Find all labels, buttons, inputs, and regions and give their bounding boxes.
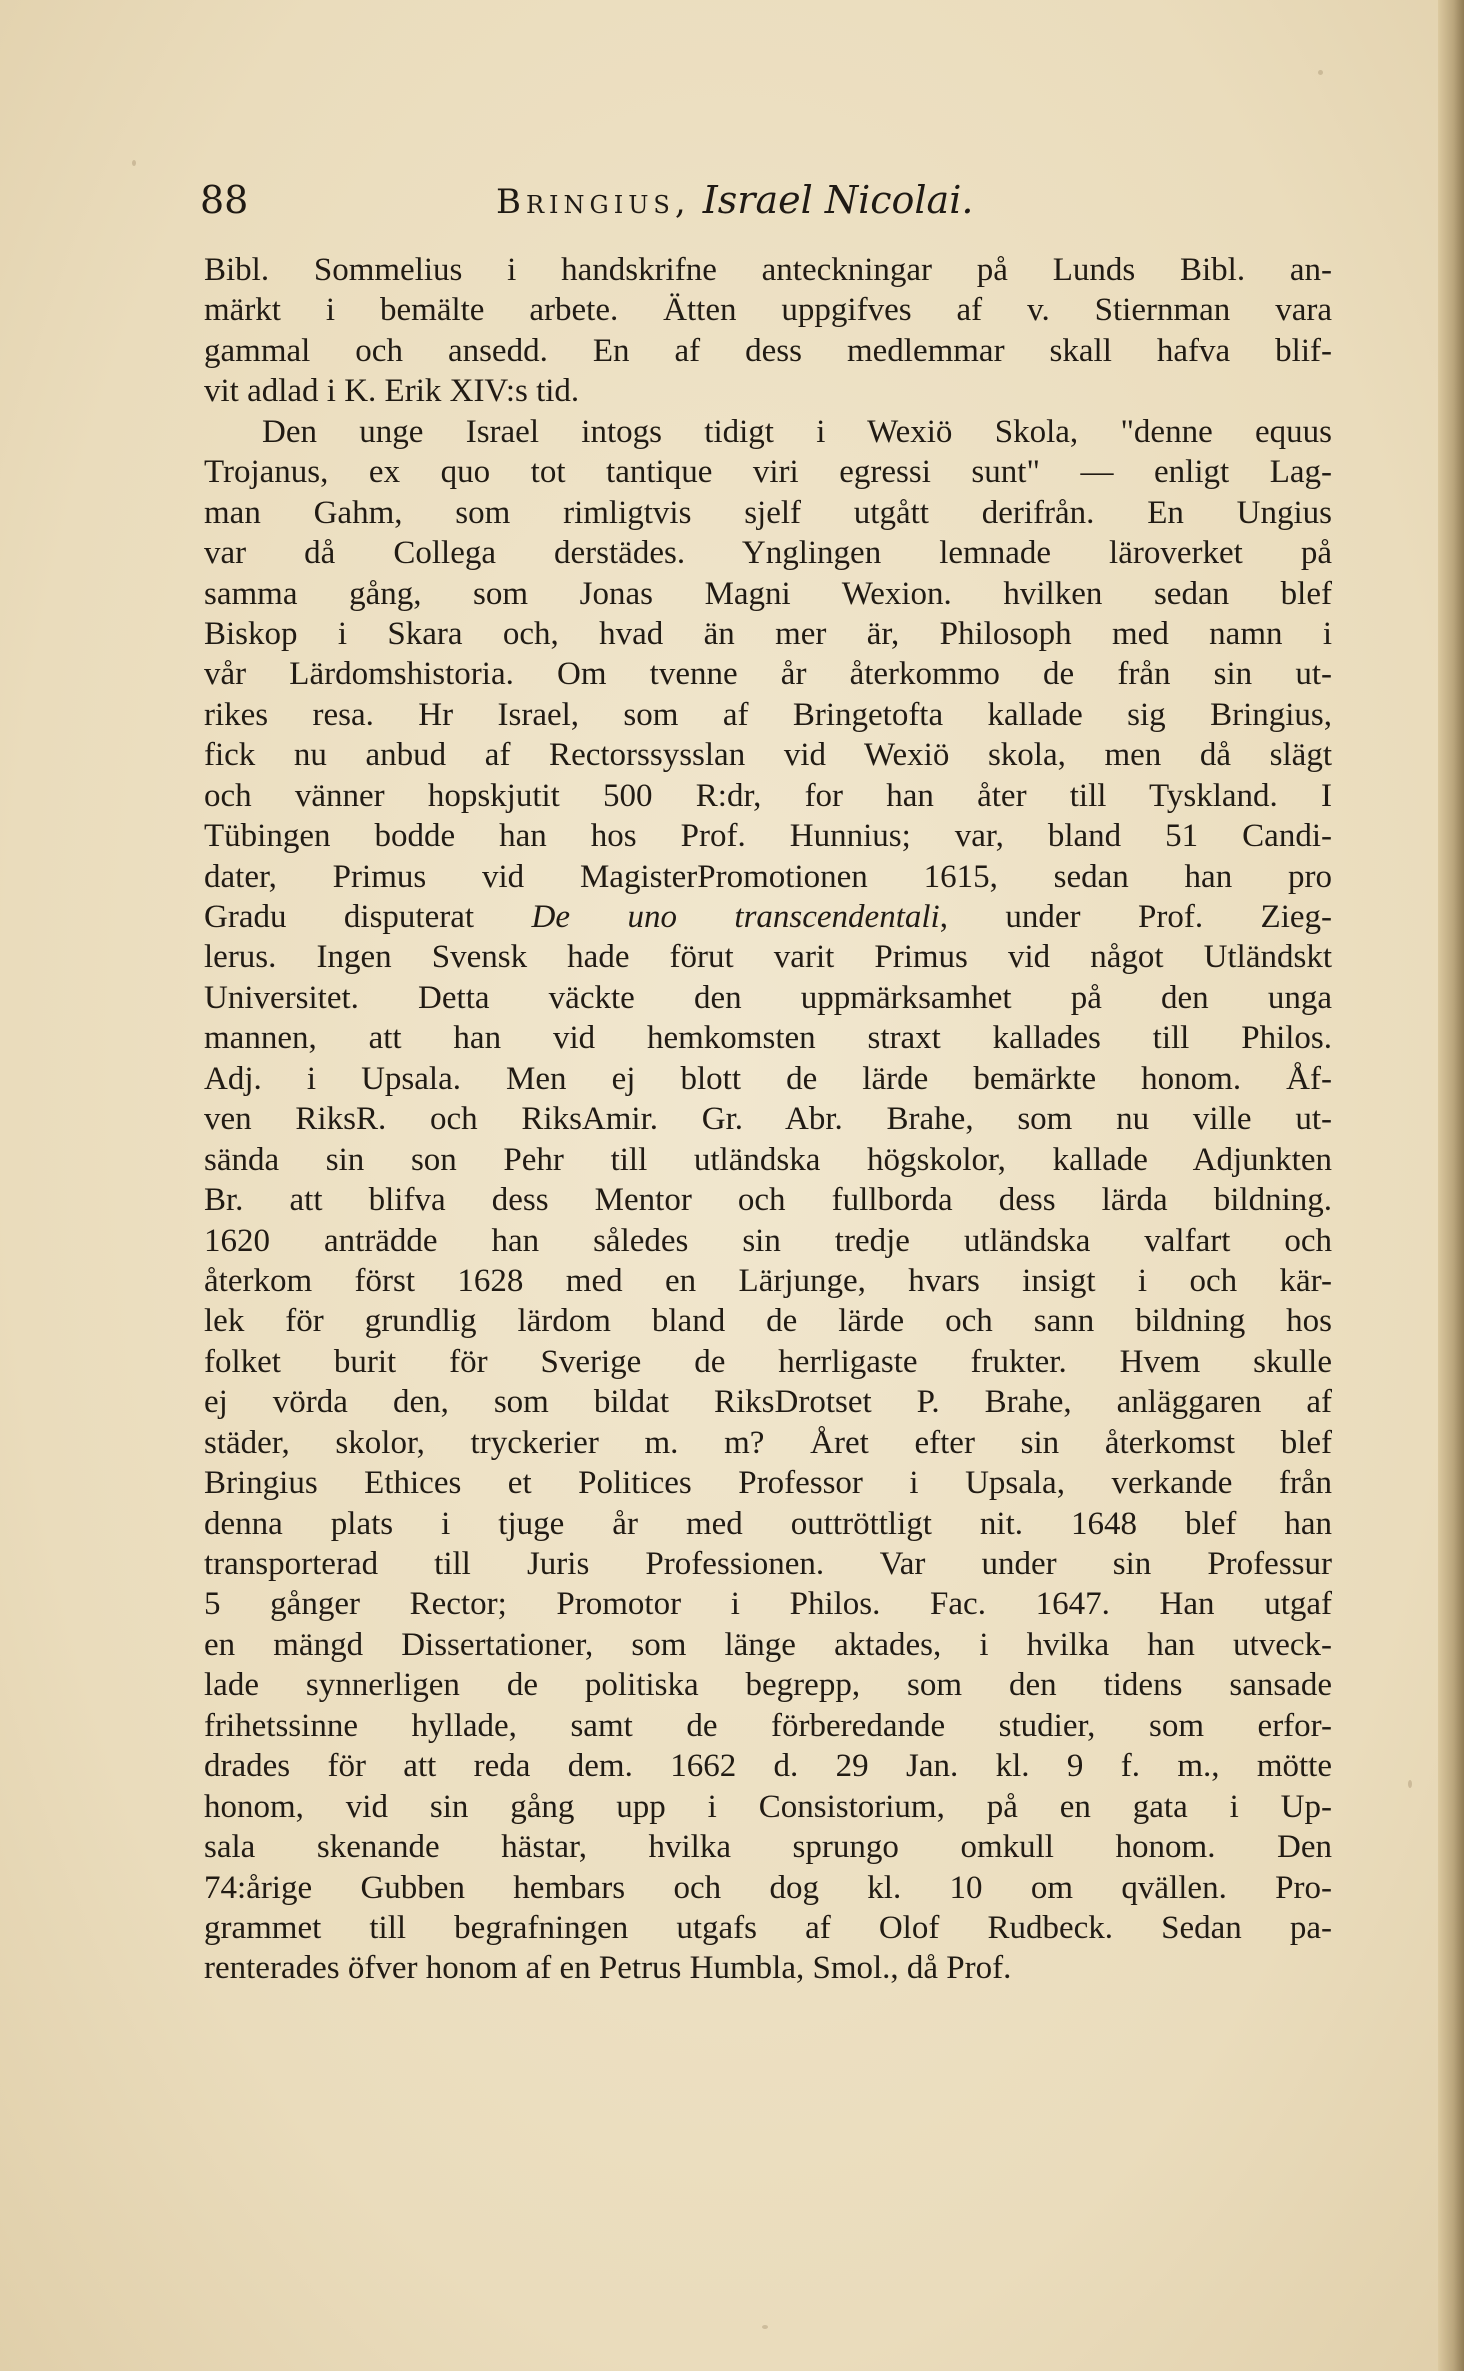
text-line: folket burit för Sverige de herrligaste frukter. Hvem skulle <box>204 1343 1332 1380</box>
running-head-name: Bringius, <box>496 182 691 222</box>
paper-spot <box>762 2325 768 2329</box>
text-line: sala skenande hästar, hvilka sprungo omkull honom. Den <box>204 1829 1332 1866</box>
text-line: samma gång, som Jonas Magni Wexion. hvilken sedan blef <box>204 575 1332 612</box>
text-line: mannen, att han vid hemkomsten straxt kallades till Philos. <box>204 1020 1332 1057</box>
text-line: man Gahm, som rimligtvis sjelf utgått derifrån. En Ungius <box>204 494 1332 531</box>
text-line: Bibl. Sommelius i handskrifne anteckningar på Lunds Bibl. an- <box>204 252 1332 288</box>
text-line: ven RiksR. och RiksAmir. Gr. Abr. Brahe, som nu ville ut- <box>204 1101 1332 1138</box>
text-line: honom, vid sin gång upp i Consistorium, på en gata i Up- <box>204 1788 1332 1825</box>
text-line: städer, skolor, tryckerier m. m? Året efter sin återkomst blef <box>204 1424 1332 1461</box>
italic-title: De uno transcendentali <box>531 899 940 935</box>
text-line: gammal och ansedd. En af dess medlemmar skall hafva blif- <box>204 332 1332 369</box>
text-line: var då Collega derstädes. Ynglingen lemnade läroverket på <box>204 535 1332 572</box>
text-line: fick nu anbud af Rectorssysslan vid Wexiö skola, men då slägt <box>204 737 1332 774</box>
text-line: grammet till begrafningen utgafs af Olof Rudbeck. Sedan pa- <box>204 1909 1332 1946</box>
text-line: dater, Primus vid MagisterPromotionen 1615, sedan han pro <box>204 858 1332 895</box>
text-line: Gradu disputerat De uno transcendentali, under Prof. Zieg- <box>204 899 1332 935</box>
text-line: vår Lärdomshistoria. Om tvenne år återkommo de från sin ut- <box>204 656 1332 693</box>
paper-spot <box>1408 1780 1412 1788</box>
text-line: Adj. i Upsala. Men ej blott de lärde bemärkte honom. Åf- <box>204 1060 1332 1097</box>
page-edge-shadow <box>1438 0 1464 2371</box>
text-line: ej vörda den, som bildat RiksDrotset P. Brahe, anläggaren af <box>204 1384 1332 1421</box>
text-line: Universitet. Detta väckte den uppmärksamhet på den unga <box>204 979 1332 1016</box>
page-number: 88 <box>200 178 249 222</box>
paper-spot <box>1318 70 1323 75</box>
text-line: en mängd Dissertationer, som länge aktades, i hvilka han utveck- <box>204 1626 1332 1663</box>
text-line: vit adlad i K. Erik XIV:s tid. <box>204 373 580 410</box>
text-line: drades för att reda dem. 1662 d. 29 Jan. kl. 9 f. m., mötte <box>204 1748 1332 1785</box>
text-line: 74:årige Gubben hembars och dog kl. 10 om qvällen. Pro- <box>204 1869 1332 1906</box>
text-line: Biskop i Skara och, hvad än mer är, Philosoph med namn i <box>204 615 1332 652</box>
paper-spot <box>132 160 136 166</box>
body-text <box>204 250 1332 1989</box>
text-line: Trojanus, ex quo tot tantique viri egressi sunt" — enligt Lag- <box>204 454 1332 491</box>
text-line: Br. att blifva dess Mentor och fullborda dess lärda bildning. <box>204 1182 1332 1219</box>
text-line: märkt i bemälte arbete. Ätten uppgifves af v. Stiernman vara <box>204 292 1332 329</box>
text-line: Den unge Israel intogs tidigt i Wexiö Skola, "denne equus <box>262 413 1332 450</box>
text-line: Bringius Ethices et Politices Professor i Upsala, verkande från <box>204 1465 1332 1502</box>
text-line: återkom först 1628 med en Lärjunge, hvars insigt i och kär- <box>204 1262 1332 1299</box>
text-line: 5 gånger Rector; Promotor i Philos. Fac. 1647. Han utgaf <box>204 1586 1332 1623</box>
text-line: 1620 anträdde han således sin tredje utländska valfart och <box>204 1222 1332 1259</box>
page-header <box>200 170 1330 230</box>
text-line: lek för grundlig lärdom bland de lärde och sann bildning hos <box>204 1303 1332 1340</box>
text-line: rikes resa. Hr Israel, som af Bringetofta kallade sig Bringius, <box>204 696 1332 733</box>
text-line: transporterad till Juris Professionen. Var under sin Professur <box>204 1546 1332 1582</box>
running-head <box>496 170 973 232</box>
text-line: lade synnerligen de politiska begrepp, som den tidens sansade <box>204 1667 1332 1704</box>
text-line: renterades öfver honom af en Petrus Humbla, Smol., då Prof. <box>204 1950 1012 1987</box>
text-line: frihetssinne hyllade, samt de förberedande studier, som erfor- <box>204 1707 1332 1744</box>
text-line: sända sin son Pehr till utländska högskolor, kallade Adjunkten <box>204 1141 1332 1178</box>
text-line: och vänner hopskjutit 500 R:dr, for han åter till Tyskland. I <box>204 777 1332 814</box>
text-line: Tübingen bodde han hos Prof. Hunnius; var, bland 51 Candi- <box>204 818 1332 855</box>
text-line: denna plats i tjuge år med outtröttligt nit. 1648 blef han <box>204 1505 1332 1542</box>
text-line: lerus. Ingen Svensk hade förut varit Primus vid något Utländskt <box>204 939 1332 976</box>
running-head-subtitle: Israel Nicolai. <box>702 178 974 222</box>
